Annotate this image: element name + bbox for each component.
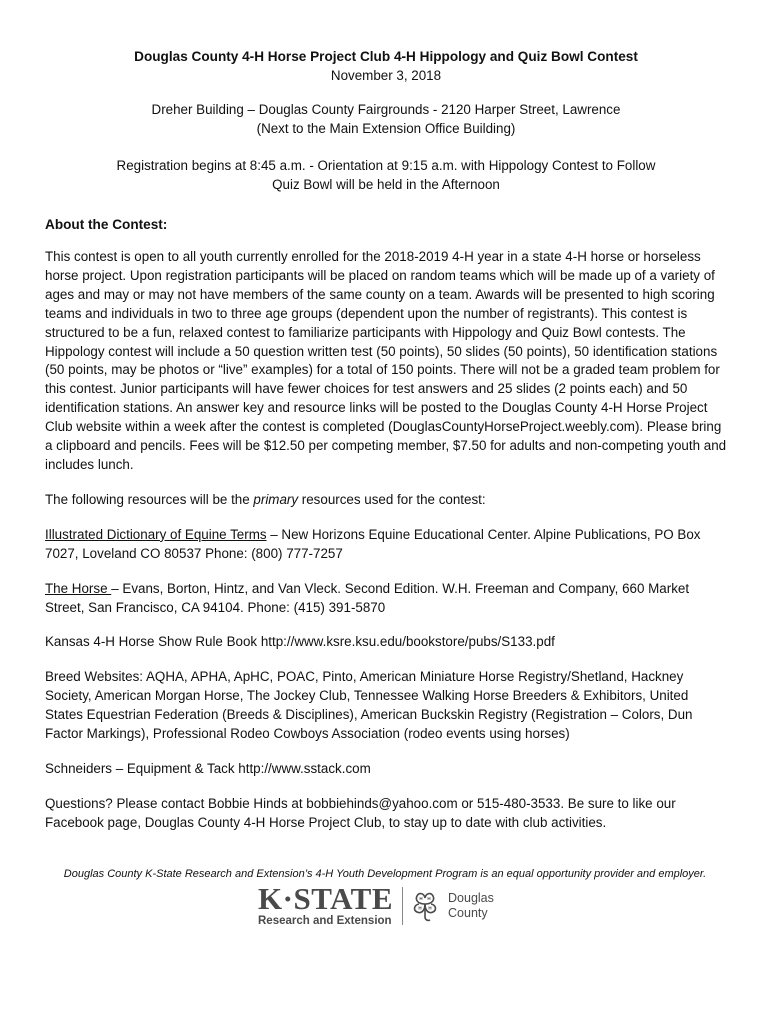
- resources-intro: [45, 491, 727, 510]
- horse-title: The Horse: [45, 580, 112, 596]
- svg-text:H: H: [427, 896, 431, 901]
- resources-intro-after: resources used for the contest:: [298, 491, 486, 507]
- schedule-line-2: Quiz Bowl will be held in the Afternoon: [272, 177, 500, 192]
- about-heading: About the Contest:: [45, 217, 168, 232]
- logo-divider: [402, 887, 403, 925]
- kstate-wordmark: [258, 880, 394, 928]
- svg-text:H: H: [418, 905, 422, 911]
- resource-dictionary: [45, 526, 727, 564]
- resource-tack: Schneiders – Equipment & Tack http://www.sstack.com: [45, 760, 371, 776]
- svg-text:H: H: [419, 896, 423, 901]
- svg-text:H: H: [428, 905, 432, 911]
- resource-the-horse: [45, 580, 727, 618]
- resource-breed-websites: Breed Websites: AQHA, APHA, ApHC, POAC, Pinto, American Miniature Horse Registry/Shetland, Hackney Society, American Morgan Horse, The Jockey Club, Tennessee Walking Horse Breeders & Exhibitors, United States Equestrian Federation (Breeds & Disciplines), American Buckskin Registry (Registration – Colors, Dun Factor Markings), Professional Rodeo Cowboys Association (rodeo events using horses): [45, 669, 693, 742]
- resource-rulebook: Kansas 4-H Horse Show Rule Book http://www.ksre.ksu.edu/bookstore/pubs/S133.pdf: [45, 634, 555, 650]
- schedule-line-1: Registration begins at 8:45 a.m. - Orientation at 9:15 a.m. with Hippology Contest to Follow: [116, 158, 656, 173]
- resources-intro-emphasis: primary: [253, 491, 299, 507]
- douglas-county-label: [448, 891, 494, 921]
- county-line-2: County: [448, 906, 488, 920]
- location-line-2: (Next to the Main Extension Office Building): [256, 121, 516, 136]
- contact-paragraph: Questions? Please contact Bobbie Hinds at bobbiehinds@yahoo.com or 515-480-3533. Be sure to like our Facebook page, Douglas County 4-H Horse Project Club, to stay up to date with club activities.: [45, 795, 676, 830]
- location-line-1: Dreher Building – Douglas County Fairgrounds - 2120 Harper Street, Lawrence: [151, 102, 621, 117]
- dictionary-title: Illustrated Dictionary of Equine Terms: [45, 526, 267, 542]
- kstate-douglas-county-logo: [258, 880, 494, 928]
- kstate-logo-subtitle: Research and Extension: [258, 914, 392, 927]
- document-title: Douglas County 4-H Horse Project Club 4-H Hippology and Quiz Bowl Contest: [134, 49, 638, 64]
- four-leaf-clover-icon: [410, 890, 440, 922]
- event-date: November 3, 2018: [330, 68, 442, 83]
- document-body: [45, 47, 727, 833]
- header-block: [45, 47, 727, 194]
- resources-intro-before: The following resources will be the: [45, 491, 254, 507]
- dictionary-details: – New Horizons Equine Educational Center. Alpine Publications, PO Box 7027, Loveland CO 80537 Phone: (800) 777-7257: [45, 526, 701, 561]
- county-line-1: Douglas: [448, 891, 494, 905]
- horse-details: – Evans, Borton, Hintz, and Van Vleck. Second Edition. W.H. Freeman and Company, 660 Market Street, San Francisco, CA 94104. Phone: (415) 391-5870: [45, 580, 690, 615]
- equal-opportunity-statement: Douglas County K-State Research and Extension’s 4-H Youth Development Program is an equal opportunity provider and employer.: [63, 868, 707, 880]
- kstate-logo-word: K·STATE: [258, 880, 394, 916]
- about-paragraph: This contest is open to all youth currently enrolled for the 2018-2019 4-H year in a state 4-H horse or horseless horse project. Upon registration participants will be placed on random teams which will be made up of a variety of ages and may or may not have members of the same county on a team. Awards will be presented to high scoring teams and individuals in two to three age groups (dependent upon the number of registrants). This contest is structured to be a fun, relaxed contest to familiarize participants with Hippology and Quiz Bowl contests. The Hippology contest will include a 50 question written test (50 points), 50 slides (50 points), 50 identification stations (50 points, may be photos or “live” examples) for a total of 150 points. There will not be a graded team problem for this contest. Junior participants will have fewer choices for test answers and 25 slides (2 points each) and 50 identification stations. An answer key and resource links will be posted to the Douglas County 4-H Horse Project Club website within a week after the contest is completed (DouglasCountyHorseProject.weebly.com). Please bring a clipboard and pencils. Fees will be $12.50 per competing member, $7.50 for adults and non-competing youth and includes lunch.: [45, 249, 727, 472]
